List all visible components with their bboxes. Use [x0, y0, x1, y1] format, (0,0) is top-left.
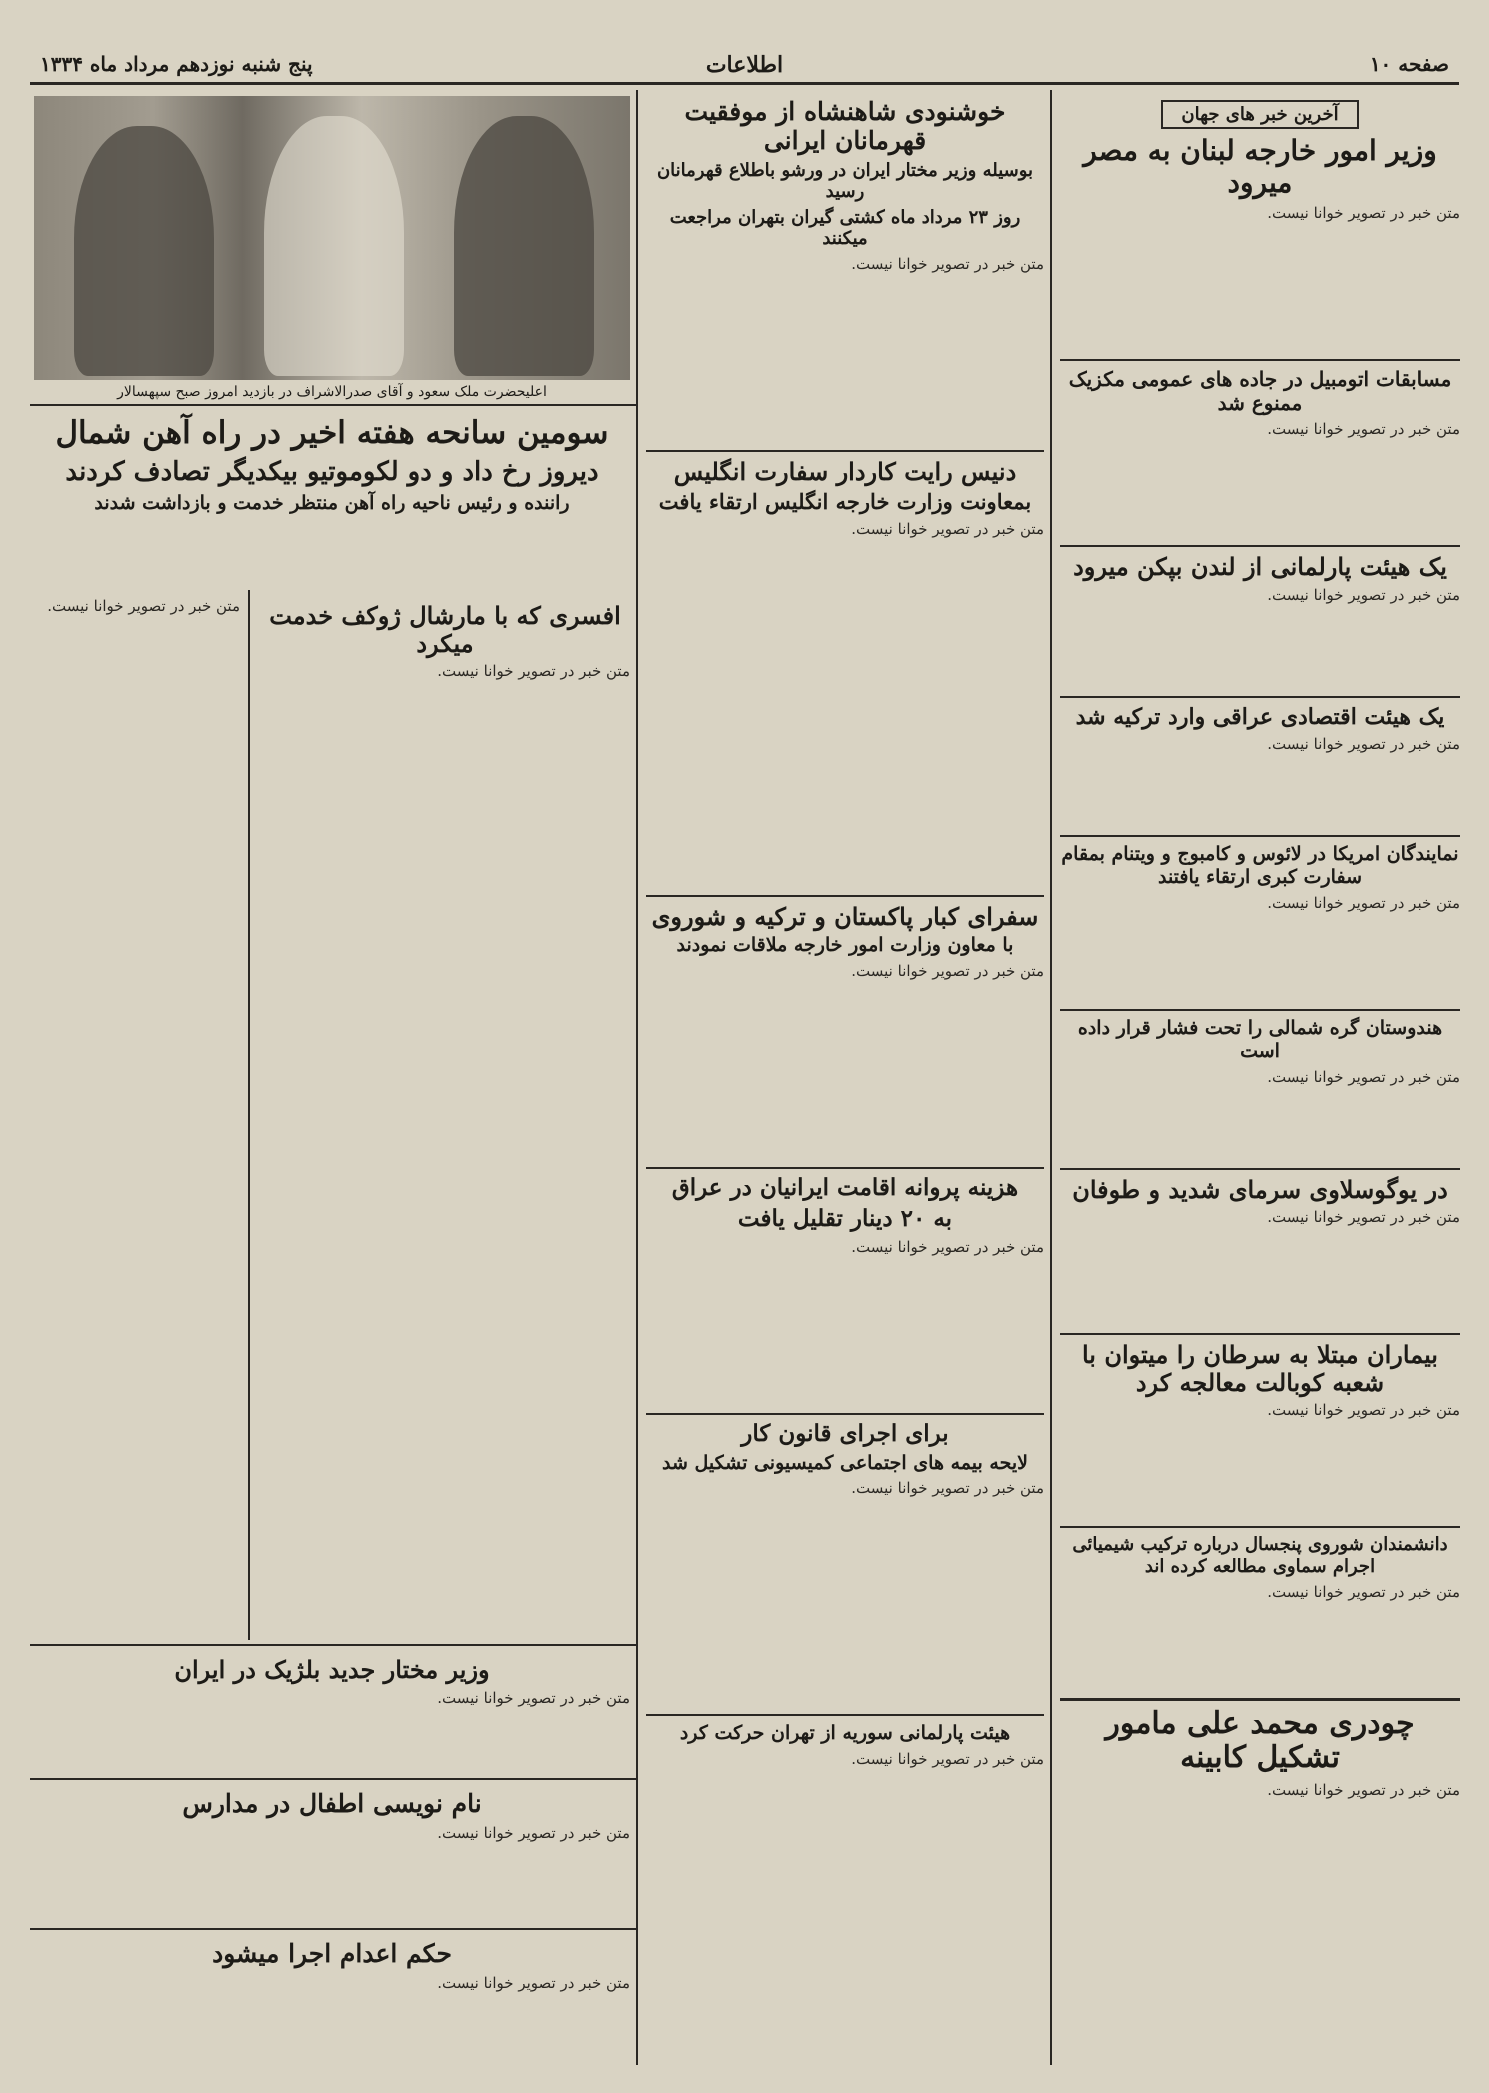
headline: مسابقات اتومبیل در جاده های عمومی مکزیک ممنوع شد — [1068, 367, 1452, 416]
article-body: متن خبر در تصویر خوانا نیست. — [1267, 1208, 1460, 1227]
news-photo — [34, 96, 630, 380]
article-body: متن خبر در تصویر خوانا نیست. — [1267, 585, 1460, 604]
headline: نام نویسی اطفال در مدارس — [182, 1789, 482, 1818]
article-body: متن خبر در تصویر خوانا نیست. — [851, 1750, 1044, 1769]
section-divider — [30, 1778, 636, 1780]
article-body: متن خبر در تصویر خوانا نیست. — [851, 962, 1044, 981]
article-body: متن خبر در تصویر خوانا نیست. — [1267, 420, 1460, 439]
headline: نمایندگان امریکا در لائوس و کامبوج و ویتنام بمقام سفارت کبری ارتقاء یافتند — [1061, 843, 1459, 889]
column-divider — [636, 90, 638, 2065]
masthead-rule — [30, 82, 1459, 85]
headline: هزینه پروانه اقامت ایرانیان در عراق — [671, 1174, 1019, 1202]
article-body: متن خبر در تصویر خوانا نیست. — [1267, 1582, 1460, 1601]
article-body: متن خبر در تصویر خوانا نیست. — [437, 1973, 630, 1992]
photo-caption: اعلیحضرت ملک سعود و آقای صدرالاشراف در بازدید امروز صبح سپهسالار — [117, 384, 547, 400]
subheadline: دیروز رخ داد و دو لکوموتیو بیکدیگر تصادف کردند — [65, 456, 599, 487]
minister-article — [34, 1650, 630, 1774]
headline: وزیر مختار جدید بلژیک در ایران — [174, 1655, 490, 1684]
article-body: متن خبر در تصویر خوانا نیست. — [47, 597, 240, 615]
subheadline: با معاون وزارت امور خارجه ملاقات نمودند — [676, 934, 1014, 957]
headline: هیئت پارلمانی سوریه از تهران حرکت کرد — [679, 1722, 1011, 1745]
center-column — [646, 92, 1044, 2062]
subheadline: به ۲۰ دینار تقلیل یافت — [737, 1205, 953, 1233]
headline: افسری که با مارشال ژوکف خدمت میکرد — [269, 601, 621, 658]
article-body: متن خبر در تصویر خوانا نیست. — [851, 254, 1044, 273]
article-body: متن خبر در تصویر خوانا نیست. — [1267, 204, 1460, 223]
subheadline: بمعاونت وزارت خارجه انگلیس ارتقاء یافت — [658, 489, 1032, 515]
world-news-column — [1060, 96, 1460, 2066]
headline: دانشمندان شوروی پنجسال درباره ترکیب شیمیائی اجرام سماوی مطالعه کرده اند — [1072, 1534, 1448, 1577]
section-label: آخرین خبر های جهان — [1161, 100, 1358, 129]
section-divider — [30, 1644, 636, 1646]
headline: وزیر امور خارجه لبنان به مصر میرود — [1083, 134, 1437, 200]
headline: سومین سانحه هفته اخیر در راه آهن شمال — [55, 415, 609, 451]
subheadline: بوسیله وزیر مختار ایران در ورشو باطلاع قهرمانان رسید — [656, 159, 1034, 203]
headline: یک هیئت اقتصادی عراقی وارد ترکیه شد — [1075, 703, 1445, 730]
headline: دنیس رایت کاردار سفارت انگلیس — [673, 456, 1017, 486]
headline: هندوستان گره شمالی را تحت فشار قرار داده است — [1077, 1016, 1443, 1062]
article-body: متن خبر در تصویر خوانا نیست. — [1267, 735, 1460, 754]
headline: حکم اعدام اجرا میشود — [212, 1939, 452, 1968]
subheadline: لایحه بیمه های اجتماعی کمیسیونی تشکیل شد — [662, 1451, 1028, 1474]
column-divider — [248, 590, 250, 1640]
headline: یک هیئت پارلمانی از لندن بپکن میرود — [1073, 552, 1447, 582]
execution-article — [34, 1934, 630, 2064]
headline: بیماران مبتلا به سرطان را میتوان با شعبه کوبالت معالجه کرد — [1081, 1340, 1438, 1397]
officer-article — [260, 596, 630, 1640]
headline: برای اجرای قانون کار — [741, 1420, 949, 1448]
issue-date: پنج شنبه نوزدهم مرداد ماه ۱۳۳۴ — [40, 52, 313, 76]
headline: سفرای کبار پاکستان و ترکیه و شوروی — [651, 901, 1039, 931]
page-number: صفحه ۱۰ — [1369, 52, 1449, 76]
column-divider — [1050, 90, 1052, 2065]
section-divider — [30, 404, 636, 406]
headline: در یوگوسلاوی سرمای شدید و طوفان — [1072, 1174, 1448, 1204]
schools-article — [34, 1784, 630, 1924]
article-body: متن خبر در تصویر خوانا نیست. — [437, 1688, 630, 1707]
article-body: متن خبر در تصویر خوانا نیست. — [1267, 1401, 1460, 1420]
headline-closing: چودری محمد علی مامور تشکیل کابینه — [1105, 1705, 1415, 1776]
article-body: متن خبر در تصویر خوانا نیست. — [437, 1823, 630, 1842]
article-body: متن خبر در تصویر خوانا نیست. — [851, 519, 1044, 538]
article-body: متن خبر در تصویر خوانا نیست. — [1267, 893, 1460, 912]
article-body: متن خبر در تصویر خوانا نیست. — [437, 662, 630, 681]
headline: خوشنودی شاهنشاه از موفقیت قهرمانان ایرانی — [684, 97, 1006, 155]
article-body: متن خبر در تصویر خوانا نیست. — [1267, 1067, 1460, 1086]
article-body: متن خبر در تصویر خوانا نیست. — [851, 1479, 1044, 1498]
paper-name: اطلاعات — [705, 52, 784, 78]
article-body: متن خبر در تصویر خوانا نیست. — [1267, 1780, 1460, 1799]
article-body: متن خبر در تصویر خوانا نیست. — [851, 1238, 1044, 1257]
railway-article — [34, 596, 240, 1640]
subheadline: راننده و رئیس ناحیه راه آهن منتظر خدمت و بازداشت شدند — [94, 491, 570, 514]
section-divider — [30, 1928, 636, 1930]
subheadline: روز ۲۳ مرداد ماه کشتی گیران بتهران مراجعت میکنند — [669, 206, 1021, 250]
railway-headline-block — [34, 410, 630, 582]
